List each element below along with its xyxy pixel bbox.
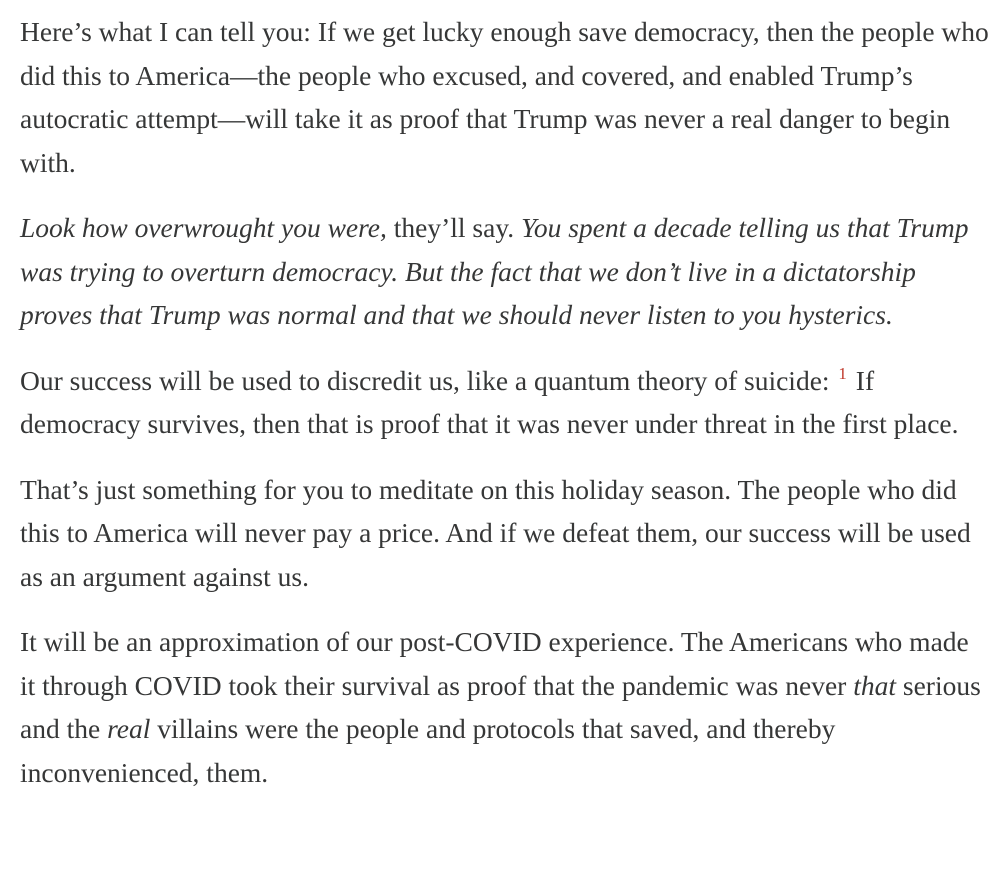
- footnote-link-1[interactable]: 1: [838, 364, 847, 384]
- paragraph-5: [20, 620, 990, 794]
- paragraph-3-before: Our success will be used to discredit us, like a quantum theory of suicide:: [20, 364, 837, 396]
- paragraph-4-text: That’s just something for you to meditate on this holiday season. The people who did this to America will never pay a price. And if we defeat them, our success will be used as an argument against us.: [20, 473, 971, 592]
- paragraph-4: [20, 468, 990, 599]
- emphasis-real: real: [107, 713, 151, 744]
- paragraph-1: [20, 10, 990, 184]
- paragraph-5-text-1: It will be an approximation of our post-COVID experience. The Americans who made it through COVID took their survival as proof that the pandemic was never: [20, 626, 969, 701]
- quote-italic-2: You spent a decade telling us that Trump was trying to overturn democracy. But the fact that we don’t live in a dictatorship proves that Trump was normal and that we should never listen to you hysterics.: [20, 212, 969, 330]
- paragraph-5-text-2: serious and the: [20, 669, 981, 744]
- paragraph-3-after: If democracy survives, then that is proof that it was never under threat in the first place.: [20, 364, 959, 439]
- paragraph-5-text-3: villains were the people and protocols that saved, and thereby inconvenienced, them.: [20, 713, 836, 788]
- article-body: [20, 10, 990, 816]
- paragraph-1-text: Here’s what I can tell you: If we get lucky enough save democracy, then the people who did this to America—the people who excused, and covered, and enabled Trump’s autocratic attempt—will take it as proof that Trump was never a real danger to begin with.: [20, 16, 989, 178]
- paragraph-2: [20, 206, 990, 337]
- paragraph-3: [20, 359, 990, 446]
- emphasis-that: that: [853, 669, 896, 701]
- attribution-text: they’ll say.: [386, 212, 522, 243]
- quote-italic-1: Look how overwrought you were,: [20, 212, 387, 243]
